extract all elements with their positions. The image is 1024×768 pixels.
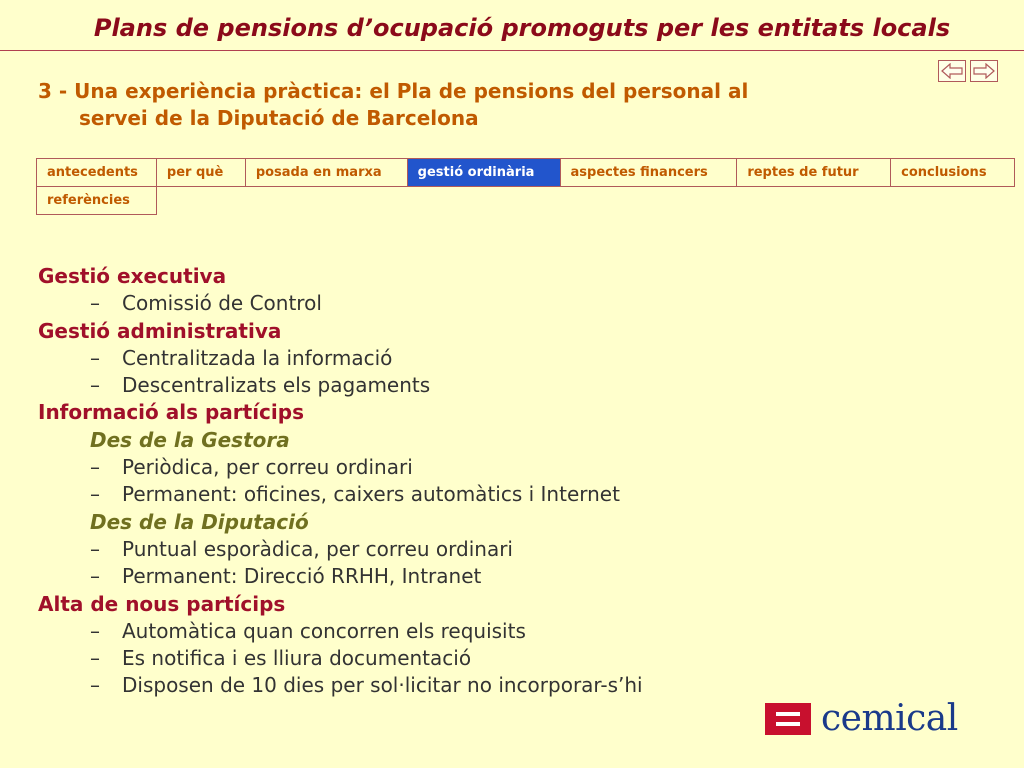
bullet-text: Es notifica i es lliura documentació xyxy=(122,646,472,671)
slide-content xyxy=(38,263,798,700)
cemical-logo xyxy=(765,698,958,739)
tab-antecedents[interactable]: antecedents xyxy=(37,159,157,187)
heading-alta-nous-particips: Alta de nous partícips xyxy=(38,591,286,616)
bullet-dash: – xyxy=(90,291,100,316)
bullet-dash: – xyxy=(90,482,100,507)
next-slide-button[interactable] xyxy=(970,60,998,82)
heading-gestio-executiva: Gestió executiva xyxy=(38,264,227,288)
heading-gestio-administrativa: Gestió administrativa xyxy=(38,318,282,343)
bullet-text: Automàtica quan concorren els requisits xyxy=(122,618,526,643)
tab-row-spacer xyxy=(156,187,1014,215)
bullet-text: Permanent: Direcció RRHH, Intranet xyxy=(122,564,482,589)
section-tabs xyxy=(36,158,1015,215)
bullet-dash: – xyxy=(90,455,100,480)
bullet-item xyxy=(38,481,798,508)
subtitle-line-1: 3 - Una experiència pràctica: el Pla de pensions del personal al xyxy=(38,79,749,103)
bullet-item xyxy=(38,345,798,372)
bullet-text: Centralitzada la informació xyxy=(122,345,393,370)
arrow-left-icon xyxy=(941,63,963,79)
bullet-item xyxy=(38,645,798,672)
bullet-item xyxy=(38,290,798,317)
bullet-dash: – xyxy=(90,345,100,370)
bullet-text: Descentralizats els pagaments xyxy=(122,373,431,398)
bullet-text: Comissió de Control xyxy=(122,291,322,316)
bullet-item xyxy=(38,618,798,645)
bullet-text: Periòdica, per correu ordinari xyxy=(122,455,413,480)
bullet-item xyxy=(38,672,798,699)
equals-logo-icon xyxy=(765,703,811,735)
bullet-item xyxy=(38,536,798,563)
title-divider xyxy=(0,50,1024,51)
bullet-dash: – xyxy=(90,673,100,698)
tab-reptes-de-futur[interactable]: reptes de futur xyxy=(737,159,891,187)
tab-aspectes-financers[interactable]: aspectes financers xyxy=(560,159,737,187)
subtitle-line-2: servei de la Diputació de Barcelona xyxy=(79,106,479,130)
bullet-dash: – xyxy=(90,536,100,561)
section-subtitle xyxy=(38,78,898,132)
heading-informacio-particips: Informació als partícips xyxy=(38,400,304,425)
slide-navigation xyxy=(938,60,998,82)
page-title: Plans de pensions d’ocupació promoguts per les entitats locals xyxy=(93,14,951,42)
subheading-gestora: Des de la Gestora xyxy=(90,427,290,452)
subheading-diputacio: Des de la Diputació xyxy=(90,509,309,534)
tab-conclusions[interactable]: conclusions xyxy=(891,159,1015,187)
bullet-item xyxy=(38,372,798,399)
bullet-dash: – xyxy=(90,618,100,643)
tab-per-que[interactable]: per què xyxy=(156,159,245,187)
bullet-item xyxy=(38,454,798,481)
logo-wordmark: cemical xyxy=(821,698,958,739)
bullet-text: Puntual esporàdica, per correu ordinari xyxy=(122,536,513,561)
bullet-dash: – xyxy=(90,373,100,398)
bullet-item xyxy=(38,563,798,590)
tab-posada-en-marxa[interactable]: posada en marxa xyxy=(245,159,407,187)
bullet-dash: – xyxy=(90,564,100,589)
tab-gestio-ordinaria[interactable]: gestió ordinària xyxy=(407,159,560,187)
prev-slide-button[interactable] xyxy=(938,60,966,82)
tab-referencies[interactable]: referències xyxy=(37,187,157,215)
bullet-text: Disposen de 10 dies per sol·licitar no incorporar-s’hi xyxy=(122,673,643,698)
bullet-text: Permanent: oficines, caixers automàtics i Internet xyxy=(122,482,620,507)
bullet-dash: – xyxy=(90,646,100,671)
arrow-right-icon xyxy=(973,63,995,79)
